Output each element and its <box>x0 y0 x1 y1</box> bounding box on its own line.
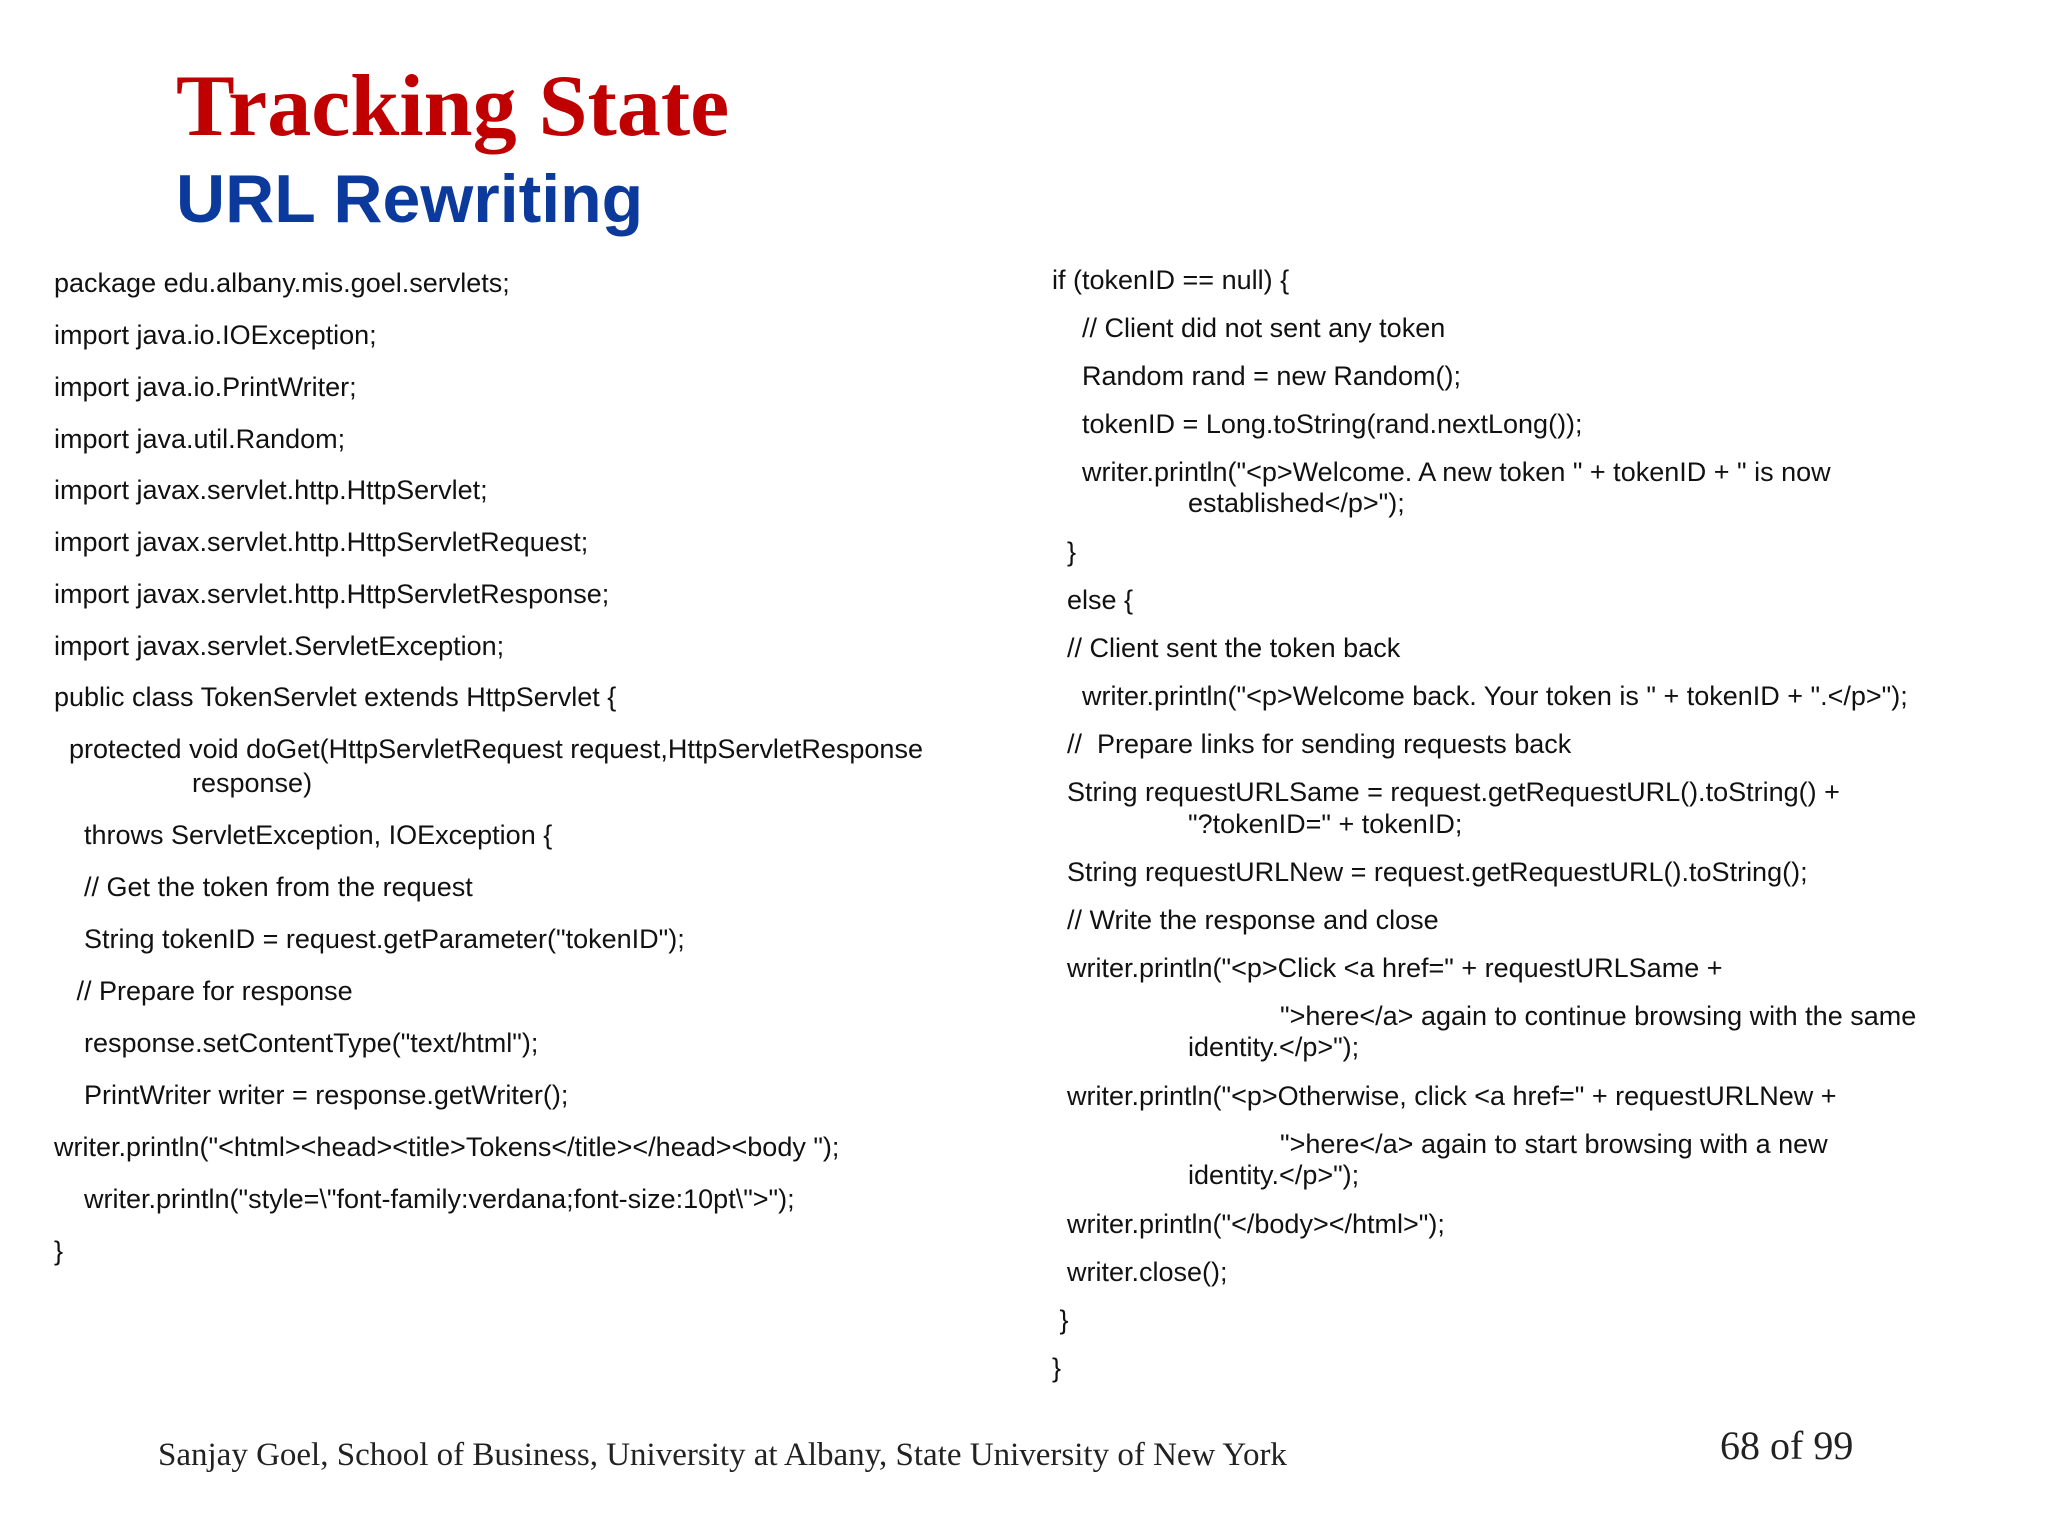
code-line: } <box>1052 1305 1069 1335</box>
code-line: protected void doGet(HttpServletRequest request,HttpServletResponse <box>54 734 923 764</box>
code-line-continuation: identity.</p>"); <box>1188 1032 1360 1062</box>
code-line-continuation: ">here</a> again to start browsing with a new <box>1280 1129 1828 1159</box>
code-line-continuation: identity.</p>"); <box>1188 1160 1360 1190</box>
code-line: Random rand = new Random(); <box>1052 361 1461 391</box>
code-line-continuation: established</p>"); <box>1188 488 1405 518</box>
code-line: import javax.servlet.http.HttpServletResponse; <box>54 579 610 609</box>
code-line: PrintWriter writer = response.getWriter(); <box>54 1080 569 1110</box>
code-line: import java.util.Random; <box>54 424 346 454</box>
right-code-column <box>1052 264 2012 1394</box>
code-line-continuation: response) <box>192 768 313 798</box>
code-line: import javax.servlet.ServletException; <box>54 631 505 661</box>
code-line: if (tokenID == null) { <box>1052 265 1290 295</box>
slide-footer: Sanjay Goel, School of Business, University at Albany, State University of New York <box>158 1437 1287 1473</box>
code-line: import java.io.IOException; <box>54 320 377 350</box>
code-line: writer.println("<p>Otherwise, click <a href=" + requestURLNew + <box>1052 1081 1837 1111</box>
code-line: String requestURLSame = request.getRequestURL().toString() + <box>1052 777 1840 807</box>
slide-title: Tracking State <box>176 58 730 155</box>
code-line: throws ServletException, IOException { <box>54 820 553 850</box>
code-line: writer.println("<p>Welcome. A new token " + tokenID + " is now <box>1052 457 1831 487</box>
code-line: writer.println("</body></html>"); <box>1052 1209 1445 1239</box>
code-line-continuation: ">here</a> again to continue browsing with the same <box>1280 1001 1917 1031</box>
code-line: package edu.albany.mis.goel.servlets; <box>54 268 510 298</box>
code-line: writer.println("<p>Click <a href=" + requestURLSame + <box>1052 953 1723 983</box>
code-line: response.setContentType("text/html"); <box>54 1028 539 1058</box>
page-number: 68 of 99 <box>1720 1423 1854 1468</box>
code-line: String tokenID = request.getParameter("tokenID"); <box>54 924 685 954</box>
code-line: // Client did not sent any token <box>1052 313 1446 343</box>
code-line: // Prepare for response <box>54 976 353 1006</box>
code-line: writer.close(); <box>1052 1257 1228 1287</box>
code-line: // Client sent the token back <box>1052 633 1401 663</box>
code-line: import javax.servlet.http.HttpServlet; <box>54 475 488 505</box>
code-line: import javax.servlet.http.HttpServletRequest; <box>54 527 589 557</box>
slide-subtitle: URL Rewriting <box>176 161 644 237</box>
left-code-column <box>54 267 1014 1267</box>
code-line: writer.println("<html><head><title>Tokens</title></head><body "); <box>54 1132 840 1162</box>
code-line: // Write the response and close <box>1052 905 1439 935</box>
code-line: String requestURLNew = request.getRequestURL().toString(); <box>1052 857 1808 887</box>
code-line: public class TokenServlet extends HttpServlet { <box>54 682 617 712</box>
code-line: } <box>1052 537 1077 567</box>
code-line: // Prepare links for sending requests back <box>1052 729 1572 759</box>
code-line: writer.println("style=\"font-family:verdana;font-size:10pt\">"); <box>54 1184 795 1214</box>
code-line: // Get the token from the request <box>54 872 473 902</box>
code-line: else { <box>1052 585 1134 615</box>
code-line: } <box>54 1236 64 1266</box>
code-line: tokenID = Long.toString(rand.nextLong()); <box>1052 409 1583 439</box>
code-line-continuation: "?tokenID=" + tokenID; <box>1188 809 1463 839</box>
code-line: } <box>1052 1353 1062 1383</box>
code-line: writer.println("<p>Welcome back. Your token is " + tokenID + ".</p>"); <box>1052 681 1908 711</box>
code-line: import java.io.PrintWriter; <box>54 372 357 402</box>
